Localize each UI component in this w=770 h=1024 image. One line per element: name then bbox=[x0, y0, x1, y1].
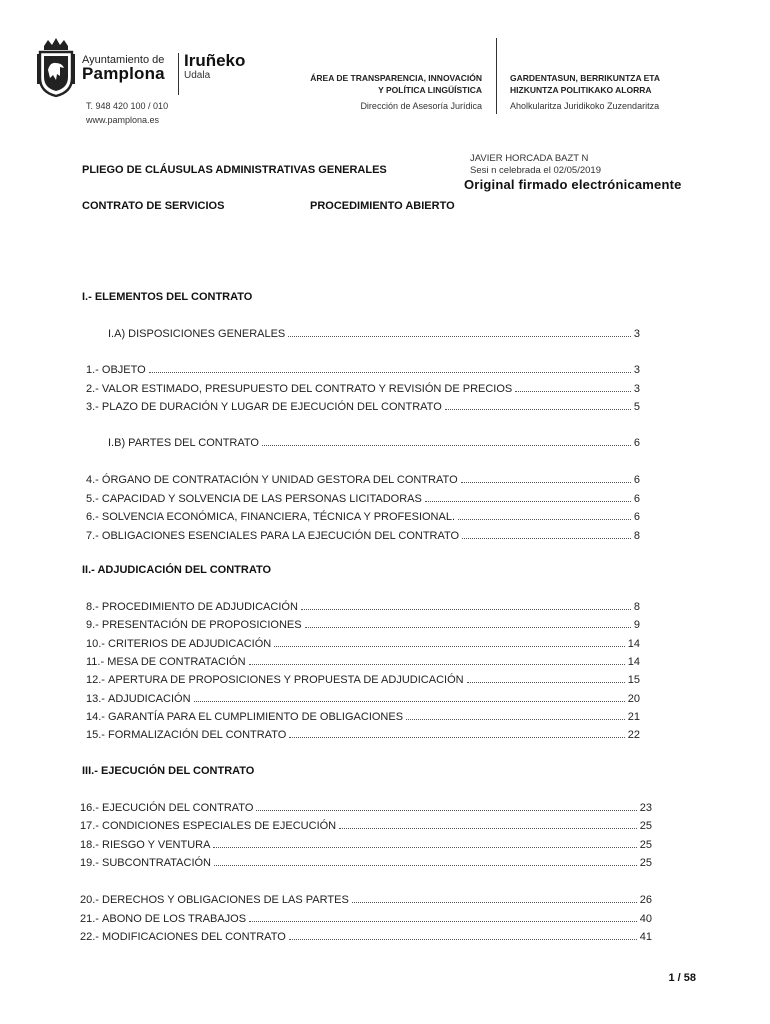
toc-number: 2.- bbox=[86, 382, 102, 395]
toc-entry[interactable] bbox=[80, 912, 652, 926]
toc-page: 14 bbox=[627, 655, 640, 668]
toc-page: 9 bbox=[633, 619, 640, 632]
toc-leader bbox=[458, 510, 631, 520]
toc-leader bbox=[406, 710, 625, 720]
toc-page: 15 bbox=[627, 674, 640, 687]
toc-label: APERTURA DE PROPOSICIONES Y PROPUESTA DE ADJUDICACIÓN bbox=[108, 674, 464, 687]
toc-page: 3 bbox=[633, 328, 640, 340]
toc-entry[interactable] bbox=[86, 510, 640, 524]
toc-page: 21 bbox=[627, 710, 640, 723]
toc-number: 16.- bbox=[80, 802, 103, 814]
toc-page: 23 bbox=[639, 802, 652, 814]
toc-entry[interactable] bbox=[80, 893, 652, 907]
toc-number: 7.- bbox=[86, 529, 102, 542]
toc-entry[interactable] bbox=[86, 382, 640, 396]
toc-entry[interactable] bbox=[80, 838, 652, 852]
toc-entry[interactable] bbox=[86, 492, 640, 506]
toc-label: ADJUDICACIÓN bbox=[108, 692, 191, 705]
signer-name: JAVIER HORCADA BAZT N bbox=[470, 153, 589, 164]
toc-label: MESA DE CONTRATACIÓN bbox=[107, 655, 246, 668]
toc-page: 8 bbox=[633, 529, 640, 542]
org-name-basque-sub: Udala bbox=[184, 70, 211, 81]
toc-leader bbox=[289, 930, 637, 940]
toc-page: 25 bbox=[639, 838, 652, 851]
toc-label: FORMALIZACIÓN DEL CONTRATO bbox=[108, 729, 287, 742]
logo-divider bbox=[178, 53, 179, 95]
toc-label: CRITERIOS DE ADJUDICACIÓN bbox=[108, 637, 272, 650]
direccion-spanish: Dirección de Asesoría Jurídica bbox=[360, 101, 482, 111]
toc-label: ABONO DE LOS TRABAJOS bbox=[102, 912, 247, 925]
toc-leader bbox=[515, 382, 631, 392]
toc-page: 8 bbox=[633, 601, 640, 613]
toc-entry[interactable] bbox=[86, 473, 640, 487]
toc-entry[interactable] bbox=[86, 600, 640, 614]
toc-entry[interactable] bbox=[80, 930, 652, 944]
signature-stamp: Original firmado electrónicamente bbox=[464, 177, 682, 192]
toc-leader bbox=[305, 618, 631, 628]
toc-page: 20 bbox=[627, 692, 640, 705]
toc-number: 8.- bbox=[86, 601, 102, 613]
page-indicator: 1 / 58 bbox=[668, 972, 696, 984]
pamplona-coat-of-arms-logo bbox=[36, 36, 76, 98]
toc-number: 3.- bbox=[86, 401, 102, 413]
toc-label: PRESENTACIÓN DE PROPOSICIONES bbox=[101, 619, 302, 632]
toc-leader bbox=[352, 893, 637, 903]
area-spanish-line-1: ÁREA DE TRANSPARENCIA, INNOVACIÓN bbox=[310, 73, 482, 83]
toc-leader bbox=[256, 801, 636, 811]
toc-number: 18.- bbox=[80, 838, 103, 851]
toc-section-2: II.- ADJUDICACIÓN DEL CONTRATO bbox=[82, 564, 272, 576]
toc-number: 17.- bbox=[80, 820, 103, 833]
toc-entry[interactable] bbox=[86, 728, 640, 742]
contract-type: CONTRATO DE SERVICIOS bbox=[82, 200, 225, 212]
toc-label: MODIFICACIONES DEL CONTRATO bbox=[102, 931, 286, 943]
toc-leader bbox=[213, 838, 636, 848]
direccion-basque: Aholkularitza Juridikoko Zuzendaritza bbox=[510, 101, 660, 111]
toc-leader bbox=[288, 327, 631, 337]
website-link[interactable]: www.pamplona.es bbox=[86, 115, 160, 125]
toc-page: 22 bbox=[627, 729, 640, 742]
toc-page: 25 bbox=[639, 820, 652, 833]
toc-page: 6 bbox=[633, 511, 640, 523]
area-basque-line-1: GARDENTASUN, BERRIKUNTZA ETA bbox=[510, 73, 661, 83]
document-title: PLIEGO DE CLÁUSULAS ADMINISTRATIVAS GENERALES bbox=[82, 164, 387, 176]
procedure-type: PROCEDIMIENTO ABIERTO bbox=[310, 200, 455, 212]
toc-page: 3 bbox=[633, 382, 640, 395]
toc-subsection-a[interactable] bbox=[108, 327, 640, 341]
toc-page: 40 bbox=[639, 912, 652, 925]
toc-leader bbox=[461, 473, 631, 483]
toc-leader bbox=[425, 492, 631, 502]
toc-number: 21.- bbox=[80, 912, 103, 925]
toc-number: 4.- bbox=[86, 474, 102, 486]
toc-entry[interactable] bbox=[86, 710, 640, 724]
toc-page: 3 bbox=[633, 364, 640, 376]
toc-leader bbox=[214, 856, 637, 866]
session-date: Sesi n celebrada el 02/05/2019 bbox=[470, 165, 601, 176]
toc-entry[interactable] bbox=[80, 801, 652, 815]
toc-label: RIESGO Y VENTURA bbox=[102, 838, 211, 851]
area-basque bbox=[510, 72, 710, 96]
area-spanish bbox=[262, 72, 482, 96]
toc-entry[interactable] bbox=[86, 618, 640, 632]
toc-leader bbox=[249, 655, 625, 665]
toc-label: VALOR ESTIMADO, PRESUPUESTO DEL CONTRATO Y REVISIÓN DE PRECIOS bbox=[101, 382, 513, 395]
toc-number: 1.- bbox=[86, 364, 102, 376]
toc-leader bbox=[262, 436, 631, 446]
toc-label: I.A) DISPOSICIONES GENERALES bbox=[108, 328, 286, 340]
toc-label: PLAZO DE DURACIÓN Y LUGAR DE EJECUCIÓN DEL CONTRATO bbox=[101, 401, 442, 413]
toc-entry[interactable] bbox=[80, 819, 652, 833]
toc-entry[interactable] bbox=[86, 655, 640, 669]
toc-page: 6 bbox=[633, 437, 640, 449]
toc-entry[interactable] bbox=[86, 400, 640, 414]
toc-label: OBLIGACIONES ESENCIALES PARA LA EJECUCIÓN DEL CONTRATO bbox=[101, 529, 460, 542]
toc-number: 14.- bbox=[86, 710, 109, 723]
toc-leader bbox=[149, 363, 631, 373]
toc-section-3: III.- EJECUCIÓN DEL CONTRATO bbox=[82, 765, 255, 777]
area-basque-line-2: HIZKUNTZA POLITIKAKO ALORRA bbox=[510, 85, 652, 95]
toc-number: 5.- bbox=[86, 492, 102, 505]
toc-leader bbox=[249, 912, 637, 922]
toc-label: DERECHOS Y OBLIGACIONES DE LAS PARTES bbox=[102, 894, 349, 906]
toc-entry[interactable] bbox=[80, 856, 652, 870]
toc-leader bbox=[289, 728, 624, 738]
toc-subsection-b[interactable] bbox=[108, 436, 640, 450]
toc-page: 6 bbox=[633, 492, 640, 505]
toc-page: 41 bbox=[639, 931, 652, 943]
toc-section-1: I.- ELEMENTOS DEL CONTRATO bbox=[82, 291, 253, 303]
toc-page: 5 bbox=[633, 401, 640, 413]
toc-leader bbox=[301, 600, 631, 610]
toc-leader bbox=[339, 819, 637, 829]
toc-page: 26 bbox=[639, 894, 652, 906]
header-divider bbox=[496, 38, 497, 114]
toc-page: 6 bbox=[633, 474, 640, 486]
toc-number: 6.- bbox=[86, 511, 102, 523]
toc-leader bbox=[462, 529, 631, 539]
toc-entry[interactable] bbox=[86, 363, 640, 377]
toc-page: 25 bbox=[639, 856, 652, 869]
toc-label: GARANTÍA PARA EL CUMPLIMIENTO DE OBLIGACIONES bbox=[108, 710, 404, 723]
toc-entry[interactable] bbox=[86, 692, 640, 706]
toc-label: EJECUCIÓN DEL CONTRATO bbox=[102, 802, 254, 814]
org-line-1: Ayuntamiento de bbox=[82, 54, 165, 66]
toc-label: I.B) PARTES DEL CONTRATO bbox=[108, 437, 259, 449]
org-name-basque: Iruñeko bbox=[184, 51, 246, 70]
toc-leader bbox=[445, 400, 631, 410]
toc-number: 19.- bbox=[80, 856, 103, 869]
area-spanish-line-2: Y POLÍTICA LINGÜÍSTICA bbox=[378, 85, 482, 95]
toc-number: 12.- bbox=[86, 674, 109, 687]
toc-number: 22.- bbox=[80, 931, 103, 943]
phone-number: T. 948 420 100 / 010 bbox=[86, 101, 169, 111]
toc-label: CONDICIONES ESPECIALES DE EJECUCIÓN bbox=[102, 820, 337, 833]
toc-number: 11.- bbox=[86, 655, 108, 668]
toc-leader bbox=[467, 673, 625, 683]
toc-leader bbox=[274, 637, 625, 647]
toc-number: 20.- bbox=[80, 894, 103, 906]
toc-entry[interactable] bbox=[86, 673, 640, 687]
toc-number: 15.- bbox=[86, 729, 109, 742]
toc-label: CAPACIDAD Y SOLVENCIA DE LAS PERSONAS LICITADORAS bbox=[101, 492, 422, 505]
toc-page: 14 bbox=[627, 637, 640, 650]
toc-label: OBJETO bbox=[101, 364, 146, 376]
toc-number: 10.- bbox=[86, 637, 109, 650]
org-name: Pamplona bbox=[82, 64, 165, 83]
toc-number: 13.- bbox=[86, 692, 109, 705]
toc-label: SUBCONTRATACIÓN bbox=[102, 856, 212, 869]
toc-leader bbox=[194, 692, 625, 702]
toc-label: ÓRGANO DE CONTRATACIÓN Y UNIDAD GESTORA DEL CONTRATO bbox=[101, 474, 458, 486]
toc-number: 9.- bbox=[86, 619, 102, 632]
toc-label: PROCEDIMIENTO DE ADJUDICACIÓN bbox=[101, 601, 298, 613]
toc-entry[interactable] bbox=[86, 529, 640, 543]
toc-label: SOLVENCIA ECONÓMICA, FINANCIERA, TÉCNICA Y PROFESIONAL. bbox=[101, 511, 456, 523]
toc-entry[interactable] bbox=[86, 637, 640, 651]
